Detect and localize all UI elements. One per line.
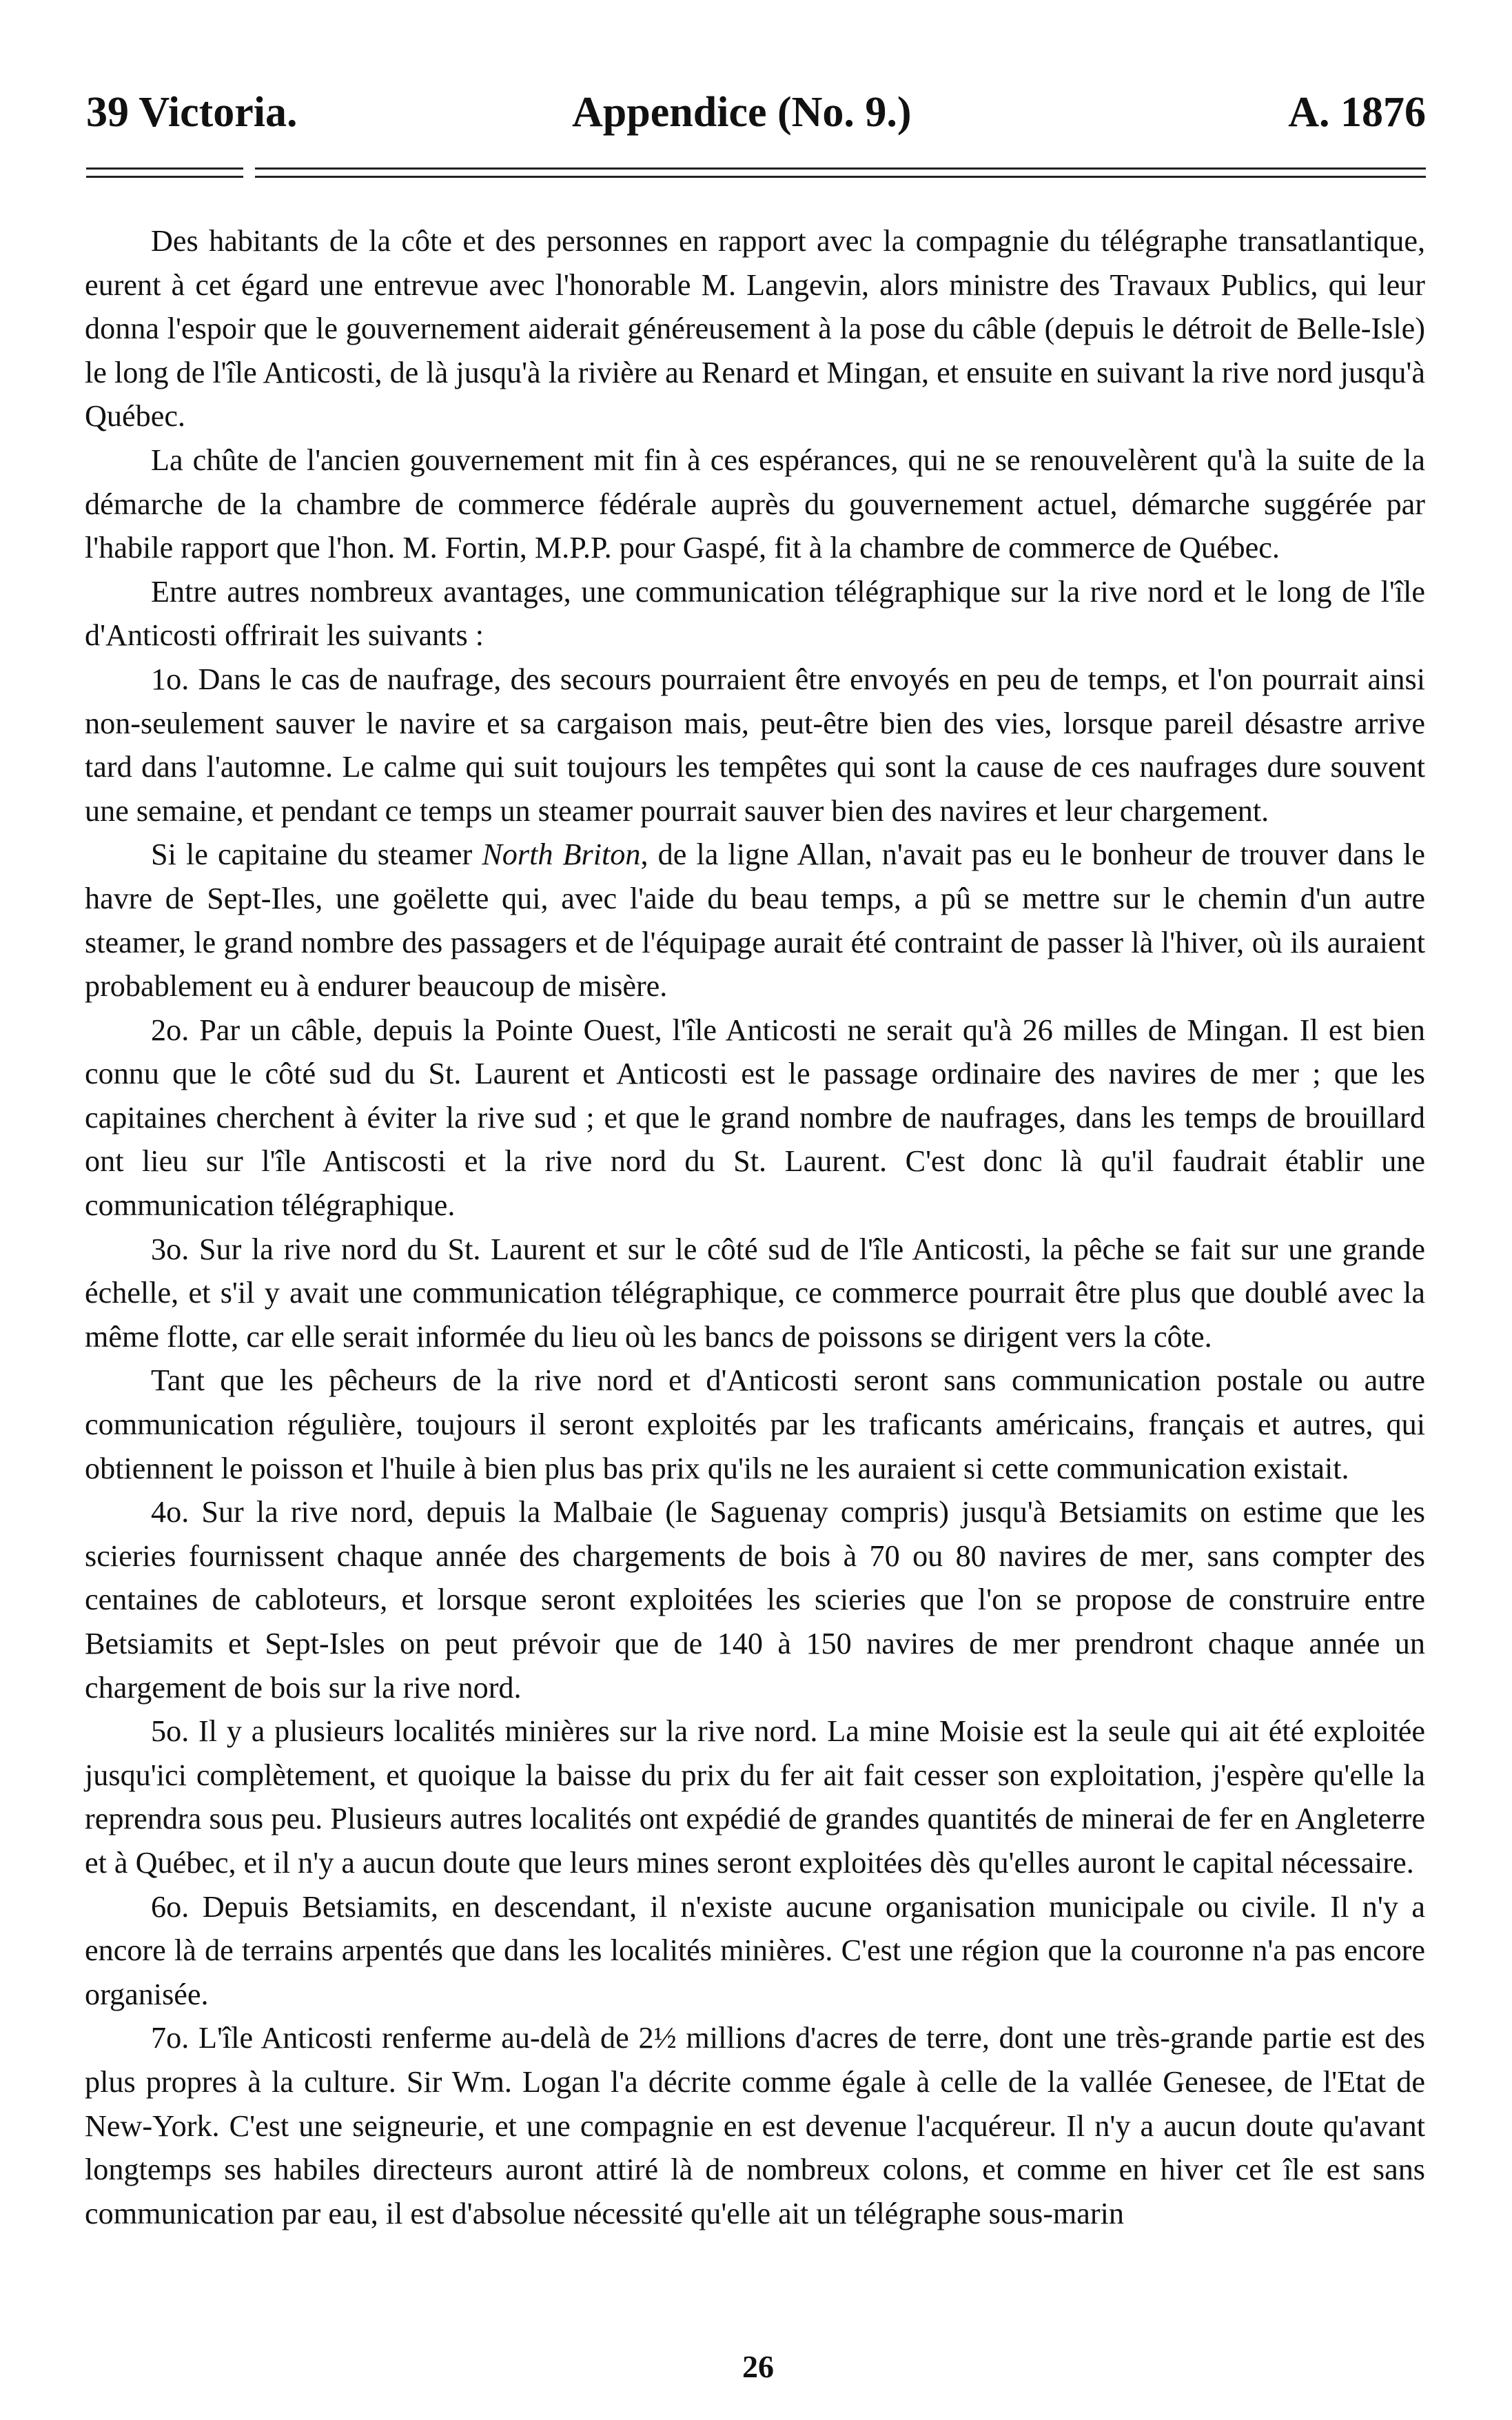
body-text <box>85 219 1425 2235</box>
rule-line <box>86 176 243 178</box>
ship-name: North Briton <box>482 837 641 872</box>
page-number: 26 <box>742 2349 774 2384</box>
rule-line <box>86 167 243 170</box>
rule-line <box>255 176 1426 178</box>
paragraph: 5o. Il y a plusieurs localités minières sur la rive nord. La mine Moisie est la seule qui ait été exploitée jusqu'ici complètement, et quoique la baisse du prix du fer ait fait cesser son exploitation, j'espère qu'elle la reprendra sous peu. Plusieurs autres localités ont expédié de grandes quantités de minerai de fer en Angleterre et à Québec, et il n'y a aucun doute que leurs mines seront exploitées dès qu'elles auront le capital nécessaire. <box>85 1714 1425 1880</box>
paragraph: Des habitants de la côte et des personnes en rapport avec la compagnie du télégraphe transatlantique, eurent à cet égard une entrevue avec l'honorable M. Langevin, alors ministre des Travaux Publics, qui leur donna l'espoir que le gouvernement aiderait généreusement à la pose du câble (depuis le détroit de Belle-Isle) le long de l'île Anticosti, de là jusqu'à la rivière au Renard et Mingan, et ensuite en suivant la rive nord jusqu'à Québec. <box>85 224 1425 434</box>
rule-line <box>255 167 1426 170</box>
paragraph: La chûte de l'ancien gouvernement mit fin à ces espérances, qui ne se renouvelèrent qu'à la suite de la démarche de la chambre de commerce fédérale auprès du gouvernement actuel, démarche suggérée par l'habile rapport que l'hon. M. Fortin, M.P.P. pour Gaspé, fit à la chambre de commerce de Québec. <box>85 443 1425 565</box>
paragraph: 1o. Dans le cas de naufrage, des secours pourraient être envoyés en peu de temps, et l'on pourrait ainsi non-seulement sauver le navire et sa cargaison mais, peut-être bien des vies, lorsque pareil désastre arrive tard dans l'automne. Le calme qui suit toujours les tempêtes qui sont la cause de ces naufrages dure souvent une semaine, et pendant ce temps un steamer pourrait sauver bien des navires et leur chargement. <box>85 662 1425 828</box>
paragraph: 7o. L'île Anticosti renferme au-delà de 2½ millions d'acres de terre, dont une très-grande partie est des plus propres à la culture. Sir Wm. Logan l'a décrite comme égale à celle de la vallée Genesee, de l'Etat de New-York. C'est une seigneurie, et une compagnie en est devenue l'acquéreur. Il n'y a aucun doute qu'avant longtemps ses habiles directeurs auront attiré là de nombreux colons, et comme en hiver cet île est sans communication par eau, il est d'absolue nécessité qu'elle ait un télégraphe sous-marin <box>85 2021 1425 2230</box>
header-rule <box>86 167 1426 180</box>
paragraph: 4o. Sur la rive nord, depuis la Malbaie (le Saguenay compris) jusqu'à Betsiamits on estime que les scieries fournissent chaque année des chargements de bois à 70 ou 80 navires de mer, sans compter des centaines de cabloteurs, et lorsque seront exploitées les scieries que l'on se propose de construire entre Betsiamits et Sept-Isles on peut prévoir que de 140 à 150 navires de mer prendront chaque année un chargement de bois sur la rive nord. <box>85 1495 1425 1705</box>
paragraph: 3o. Sur la rive nord du St. Laurent et sur le côté sud de l'île Anticosti, la pêche se fait sur une grande échelle, et s'il y avait une communication télégraphique, ce commerce pourrait être plus que doublé avec la même flotte, car elle serait informée du lieu où les bancs de poissons se dirigent vers la côte. <box>85 1232 1425 1354</box>
header-volume: 39 Victoria. <box>86 89 298 136</box>
paragraph: 6o. Depuis Betsiamits, en descendant, il n'existe aucune organisation municipale ou civile. Il n'y a encore là de terrains arpentés que dans les localités minières. C'est une région que la couronne n'a pas encore organisée. <box>85 1889 1425 2011</box>
header-appendix: Appendice (No. 9.) <box>572 89 912 136</box>
paragraph: Tant que les pêcheurs de la rive nord et d'Anticosti seront sans communication postale ou autre communication régulière, toujours il seront exploités par les traficants américains, français et autres, qui obtiennent le poisson et l'huile à bien plus bas prix qu'ils ne les auraient si cette communication existait. <box>85 1363 1425 1485</box>
header-year: A. 1876 <box>1288 89 1426 136</box>
page-header <box>86 88 1426 143</box>
paragraph: Entre autres nombreux avantages, une communication télégraphique sur la rive nord et le long de l'île d'Anticosti offrirait les suivants : <box>85 574 1425 653</box>
paragraph: 2o. Par un câble, depuis la Pointe Ouest, l'île Anticosti ne serait qu'à 26 milles de Mingan. Il est bien connu que le côté sud du St. Laurent et Anticosti est le passage ordinaire des navires de mer ; que les capitaines cherchent à éviter la rive sud ; et que le grand nombre de naufrages, dans les temps de brouillard ont lieu sur l'île Antiscosti et la rive nord du St. Laurent. C'est donc là qu'il faudrait établir une communication télégraphique. <box>85 1013 1425 1223</box>
paragraph: Si le capitaine du steamer North Briton, de la ligne Allan, n'avait pas eu le bonheur de trouver dans le havre de Sept-Iles, une goëlette qui, avec l'aide du beau temps, a pû se mettre sur le chemin d'un autre steamer, le grand nombre des passagers et de l'équipage aurait été contraint de passer là l'hiver, où ils auraient probablement eu à endurer beaucoup de misère. <box>85 837 1426 1004</box>
